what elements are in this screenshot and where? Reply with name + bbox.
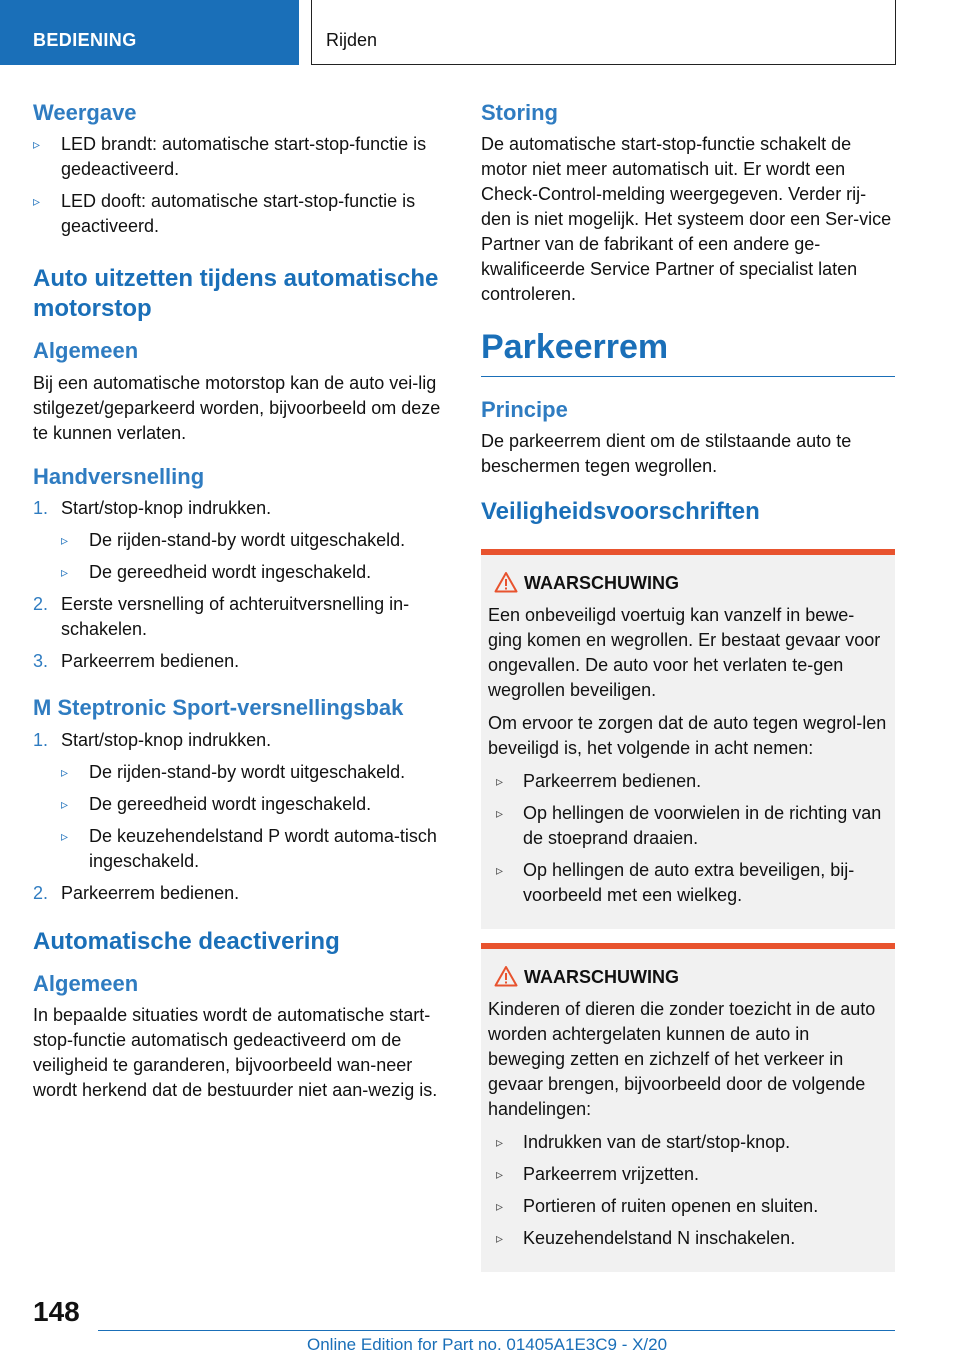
list-item: ▹ Indrukken van de start/stop-knop. [488, 1130, 888, 1155]
bullet-marker-icon: ▹ [496, 804, 504, 821]
bullet-marker-icon: ▹ [33, 193, 41, 210]
heading-weergave: Weergave [33, 100, 137, 125]
bullet-marker-icon: ▹ [496, 861, 504, 878]
warning-title [488, 965, 888, 989]
list-item: ▹ Parkeerrem vrijzetten. [488, 1162, 888, 1187]
list-item: ▹ LED dooft: automatische start-stop-functie is geactiveerd. [33, 191, 416, 237]
bullet-marker-icon: ▹ [61, 763, 69, 780]
list-item: ▹ LED brandt: automatische start-stop-functie is gedeactiveerd. [33, 134, 427, 180]
section-tab [0, 0, 299, 65]
warning-label: WAARSCHUWING [524, 966, 679, 987]
bullet-marker-icon: ▹ [496, 772, 504, 789]
numbered-step: 2. Parkeerrem bedienen. [33, 881, 448, 906]
heading-automatische-deactivering: Automatische deactivering [33, 927, 340, 955]
numbered-step: 2. Eerste versnelling of achteruitversnelling in-schakelen. [33, 594, 410, 640]
list-item: ▹ Keuzehendelstand N inschakelen. [488, 1226, 888, 1251]
list-item: ▹ De gereedheid wordt ingeschakeld. [61, 792, 448, 817]
list-item: ▹ De rijden-stand-by wordt uitgeschakeld. [61, 760, 448, 785]
heading-storing: Storing [481, 100, 558, 125]
heading-handversnelling: Handversnelling [33, 463, 205, 489]
list-item: ▹ Parkeerrem bedienen. [488, 769, 888, 794]
list-item: ▹ De rijden-stand-by wordt uitgeschakeld. [61, 528, 448, 553]
list-item: ▹ Op hellingen de auto extra beveiligen, bij-voorbeeld met een wielkeg. [496, 859, 855, 905]
numbered-step: 3. Parkeerrem bedienen. [33, 649, 448, 674]
bullet-marker-icon: ▹ [61, 795, 69, 812]
bullet-marker-icon: ▹ [496, 1229, 504, 1246]
step-number: 2. [33, 882, 49, 903]
chapter-title: Rijden [326, 30, 378, 50]
page-number: 148 [33, 1296, 80, 1327]
bullet-marker-icon: ▹ [496, 1133, 504, 1150]
warning-box [481, 943, 895, 1272]
heading-auto-uitzetten: Auto uitzetten tijdens automatische motorstop [33, 265, 439, 323]
warning-triangle-icon [494, 965, 518, 987]
heading-veiligheidsvoorschriften: Veiligheidsvoorschriften [481, 497, 760, 525]
bullet-marker-icon: ▹ [61, 564, 69, 581]
warning-triangle-icon [494, 571, 518, 593]
bullet-marker-icon: ▹ [496, 1165, 504, 1182]
warning-text: Kinderen of dieren die zonder toezicht in de auto worden achtergelaten kunnen de auto in beweging zetten en zichzelf of het verkeer in gevaar brengen, bijvoorbeeld door de volgende handelingen: [488, 998, 876, 1119]
numbered-step: 1. Start/stop-knop indrukken. [33, 496, 448, 521]
warning-title [488, 571, 888, 595]
footer-edition: Online Edition for Part no. 01405A1E3C9 - X/20 [307, 1335, 668, 1354]
chapter-tab [311, 0, 896, 65]
heading-parkeerrem: Parkeerrem [481, 325, 895, 376]
step-number: 1. [33, 729, 49, 750]
left-column [33, 100, 448, 1103]
step-number: 3. [33, 651, 49, 672]
list-item: ▹ Portieren of ruiten openen en sluiten. [488, 1194, 888, 1219]
heading-algemeen: Algemeen [33, 970, 139, 996]
bullet-marker-icon: ▹ [61, 827, 69, 844]
heading-algemeen: Algemeen [33, 338, 139, 364]
section-title: BEDIENING [33, 30, 137, 50]
paragraph-deactivering: In bepaalde situaties wordt de automatische start-stop-functie automatisch gedeactiveerd om de veiligheid te garanderen, bijvoorbeeld wan-neer wordt herkend dat de bestuurder niet aan-wezig is. [33, 1004, 438, 1100]
warning-text: Om ervoor te zorgen dat de auto tegen wegrol-len beveiligd is, het volgende in acht nemen: [488, 712, 887, 758]
numbered-step: 1. Start/stop-knop indrukken. [33, 728, 448, 753]
list-item: ▹ De keuzehendelstand P wordt automa-tisch ingeschakeld. [61, 825, 437, 871]
bullet-marker-icon: ▹ [33, 136, 41, 153]
heading-steptronic: M Steptronic Sport-versnellingsbak [33, 695, 404, 721]
warning-box [481, 549, 895, 929]
list-item: ▹ De gereedheid wordt ingeschakeld. [61, 560, 448, 585]
paragraph-storing: De automatische start-stop-functie schakelt de motor niet meer automatisch uit. Er wordt een Check-Control-melding weergegeven. Verder rij-den is niet mogelijk. Het systeem door een Ser-vice Partner van de fabrikant of een andere ge-kwalificeerde Service Partner of specialist laten controleren. [481, 134, 892, 305]
heading-principe: Principe [481, 396, 568, 422]
warning-text: Een onbeveiligd voertuig kan vanzelf in bewe-ging komen en wegrollen. Er bestaat gevaar voor ongevallen. De auto voor het verlaten te-gen wegrollen beveiligen. [488, 604, 881, 700]
right-column [481, 100, 895, 1286]
paragraph-algemeen: Bij een automatische motorstop kan de auto vei-lig stilgezet/geparkeerd worden, bijvoorbeeld om deze te kunnen verlaten. [33, 372, 441, 443]
step-number: 1. [33, 498, 49, 519]
footer-divider [98, 1330, 895, 1331]
list-item: ▹ Op hellingen de voorwielen in de richting van de stoeprand draaien. [496, 802, 882, 848]
paragraph-principe: De parkeerrem dient om de stilstaande auto te beschermen tegen wegrollen. [481, 430, 852, 476]
bullet-marker-icon: ▹ [61, 532, 69, 549]
warning-label: WAARSCHUWING [524, 572, 679, 593]
step-number: 2. [33, 594, 49, 615]
bullet-marker-icon: ▹ [496, 1197, 504, 1214]
